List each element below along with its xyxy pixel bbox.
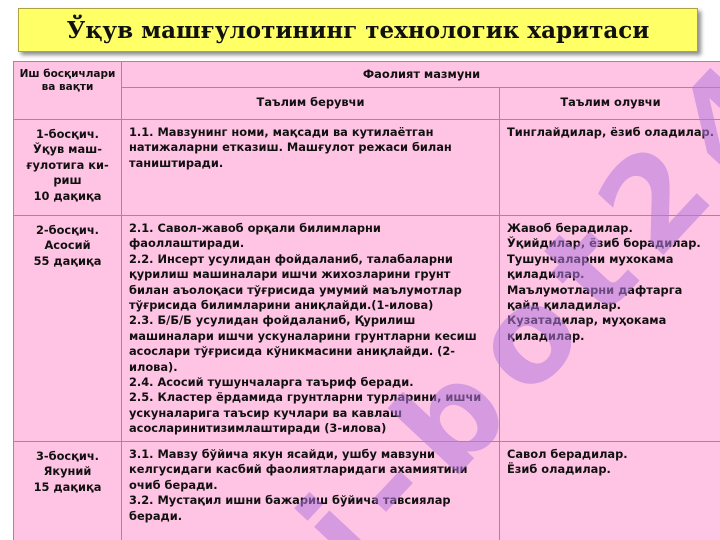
teacher-cell: [122, 120, 500, 216]
student-cell: [500, 442, 720, 540]
teacher-cell: [122, 442, 500, 540]
student-cell: [500, 216, 720, 442]
student-item: Ёзиб оладилар.: [507, 462, 611, 477]
stage-line: Якуний: [43, 464, 92, 479]
teacher-item: 1.1. Мавзунинг номи, мақсади ва кутилаётган натижаларни етказиш. Машғулот режаси билан таништиради.: [129, 125, 452, 170]
teacher-item: 2.1. Савол-жавоб орқали билимларни фаоллаштиради.: [129, 221, 381, 251]
stage-line: 10 дақиқа: [33, 188, 102, 203]
stage-line: 3-босқич.: [35, 449, 100, 463]
table-row: [14, 120, 720, 216]
stage-cell: [14, 216, 122, 442]
header-teacher: Таълим берувчи: [122, 88, 500, 120]
student-item: Тушунчаларни мухокама қиладилар.: [507, 251, 674, 282]
header-activity-content: Фаолият мазмуни: [122, 62, 720, 88]
stage-line: 55 дақиқа: [33, 253, 102, 268]
teacher-item: 2.5. Кластер ёрдамида грунтларни турларини, ишчи ускуналарига таъсир кучлари ва кавлаш асосларинитизимлаштиради (3-илова): [129, 390, 482, 436]
teacher-item: 3.1. Мавзу бўйича якун ясайди, ушбу мавзуни келгусидаги касбий фаолиятларидаги ахамиятини очиб беради.: [129, 447, 468, 492]
stage-cell: [14, 442, 122, 540]
student-item: Тинглайдилар, ёзиб оладилар.: [507, 125, 715, 139]
table-row: [14, 442, 720, 540]
stage-line: риш: [53, 173, 82, 188]
student-item: Савол берадилар.: [507, 447, 628, 461]
stage-cell: [14, 120, 122, 216]
teacher-item: 3.2. Мустақил ишни бажариш бўйича тавсиялар беради.: [129, 493, 451, 523]
stage-line: 1-босқич.: [35, 127, 100, 141]
header-stage-time: Иш босқичлари ва вақти: [14, 62, 122, 120]
stage-line: Асосий: [44, 238, 91, 253]
table-row: [14, 216, 720, 442]
student-cell: [500, 120, 720, 216]
technology-map-table: [13, 61, 720, 540]
header-student: Таълим олувчи: [500, 88, 720, 120]
stage-line: Ўқув маш-: [33, 142, 102, 157]
teacher-cell: [122, 216, 500, 442]
student-item: Ўқийдилар, ёзиб борадилар.: [507, 236, 701, 251]
student-item: Кузатадилар, муҳокама қиладилар.: [507, 313, 667, 343]
page-title: Ўқув машғулотининг технологик харитаси: [66, 16, 650, 44]
stage-line: 2-босқич.: [35, 223, 100, 237]
student-item: Жавоб берадилар.: [507, 221, 633, 235]
title-banner: [18, 8, 698, 52]
stage-line: ғулотига ки-: [26, 157, 109, 172]
stage-line: 15 дақиқа: [33, 479, 102, 494]
teacher-item: 2.2. Инсерт усулидан фойдаланиб, талабаларни қурилиш машиналари ишчи жихозларини грунт билан аъолоқаси тўғрисида умумий маълумотлар тўғрисида билимларини аниқлайди.(1-илова): [129, 251, 462, 313]
teacher-item: 2.4. Асосий тушунчаларга таъриф беради.: [129, 375, 414, 390]
student-item: Маълумотларни дафтарга қайд қиладилар.: [507, 282, 683, 313]
teacher-item: 2.3. Б/Б/Б усулидан фойдаланиб, Қурилиш машиналари ишчи ускуналарини грунтларни кесиш асослари тўғрисида кўникмасини аниқлайди. (2-илова).: [129, 313, 477, 374]
